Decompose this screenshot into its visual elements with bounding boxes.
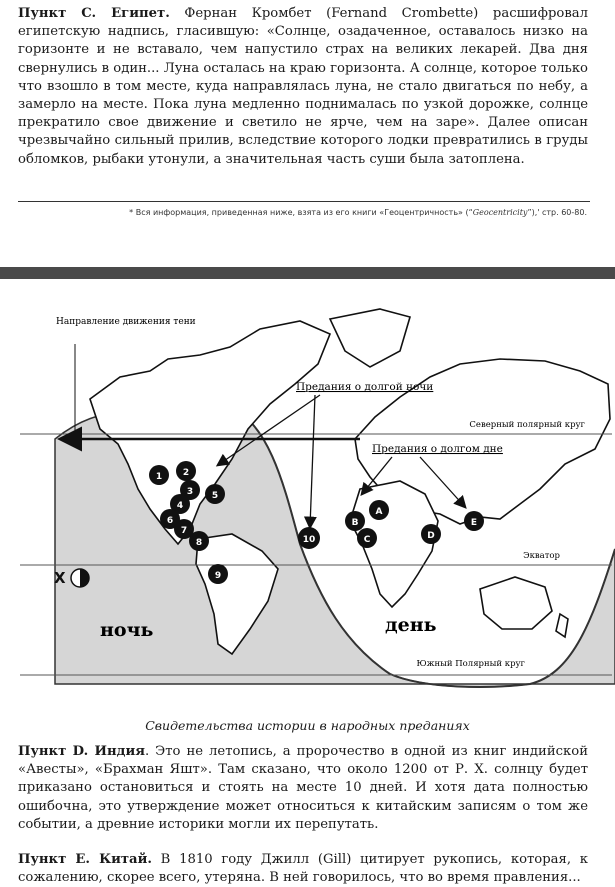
footnote-text: * Вся информация, приведенная ниже, взята из его книги «Геоцентричность» (“ bbox=[129, 208, 473, 217]
paragraph-point-c bbox=[18, 5, 588, 169]
svg-text:2: 2 bbox=[182, 468, 190, 478]
long-day-label: Предания о долгом дне bbox=[372, 443, 503, 455]
marker-c bbox=[357, 528, 377, 548]
marker-8 bbox=[189, 531, 209, 551]
night-label: ночь bbox=[100, 619, 154, 641]
svg-text:4: 4 bbox=[176, 501, 184, 511]
marker-10 bbox=[298, 527, 320, 549]
greenland bbox=[330, 309, 410, 367]
heading-point-e: Пункт E. Китай. bbox=[18, 852, 152, 867]
text-point-d: . Это не летопись, а пророчество в одной из книг индийской «Авесты», «Брахман Яшт». Там сказано, что около 1200 от Р. Х. солнцу будет приказано остановиться и стоять на месте 10 дней. И хотя дата полностью ошибочна, это утверждение может относиться к китайским записям о том же событии, а древние историки могли их перепутать. bbox=[18, 744, 588, 832]
marker-5 bbox=[205, 484, 225, 504]
world-map-figure bbox=[0, 289, 615, 711]
footnote-tail: ”),' стр. 60-80. bbox=[527, 208, 587, 217]
text-point-c: Фернан Кромбет (Fernand Crombette) расшифровал египетскую надпись, гласившую: «Солнце, озадаченное, оставалось низко на горизонте и не вставало, чем напустило страх на великих лекарей. Два дня свернулись в один... Луна осталась на краю горизонта. А солнце, которое только что взошло в том месте, куда направлялась луна, не стало двигаться по небу, а замерло на месте. Пока луна медленно поднималась по узкой дорожке, солнце прекратило свое движение и светило не ярче, чем на заре». Далее описан чрезвычайно сильный прилив, вследствие которого лодки превратились в груды обломков, рыбаки утонули, а значительная часть суши была затоплена. bbox=[18, 6, 589, 167]
antarctic-circle-label: Южный Полярный круг bbox=[416, 659, 525, 669]
svg-text:1: 1 bbox=[155, 472, 163, 482]
svg-text:3: 3 bbox=[186, 487, 194, 497]
svg-text:5: 5 bbox=[211, 491, 219, 501]
footnote bbox=[129, 208, 587, 217]
svg-text:C: C bbox=[363, 535, 371, 545]
svg-text:9: 9 bbox=[214, 571, 222, 581]
marker-2 bbox=[176, 461, 196, 481]
new-zealand bbox=[556, 614, 568, 637]
shadow-direction-label: Направление движения тени bbox=[56, 317, 196, 327]
world-map-svg bbox=[0, 289, 615, 711]
svg-text:E: E bbox=[470, 518, 478, 528]
svg-text:8: 8 bbox=[195, 538, 203, 548]
footnote-book: Geocentricity bbox=[472, 208, 528, 217]
long-night-label: Предания о долгой ночи bbox=[296, 381, 434, 393]
australia bbox=[480, 577, 552, 629]
divider bbox=[18, 201, 590, 202]
svg-text:X: X bbox=[54, 569, 66, 587]
text-point-e: В 1810 году Джилл (Gill) цитирует рукопись, которая, к сожалению, скорее всего, утеряна. В ней говорилось, что во время правления... bbox=[18, 852, 589, 886]
marker-9 bbox=[208, 564, 228, 584]
svg-text:A: A bbox=[375, 507, 383, 517]
marker-e bbox=[464, 511, 484, 531]
marker-1 bbox=[149, 465, 169, 485]
svg-text:10: 10 bbox=[302, 535, 316, 545]
heading-point-d: Пункт D. Индия bbox=[18, 744, 145, 759]
marker-d bbox=[421, 524, 441, 544]
paragraph-point-e bbox=[18, 851, 588, 887]
svg-text:B: B bbox=[351, 518, 359, 528]
paragraph-point-d bbox=[18, 743, 588, 834]
day-label: день bbox=[385, 614, 437, 636]
svg-text:6: 6 bbox=[166, 516, 174, 526]
figure-caption: Свидетельства истории в народных преданиях bbox=[145, 718, 470, 733]
marker-a bbox=[369, 500, 389, 520]
svg-text:D: D bbox=[427, 531, 435, 541]
section-bar bbox=[0, 267, 615, 279]
svg-text:7: 7 bbox=[180, 526, 188, 536]
equator-label: Экватор bbox=[523, 551, 560, 561]
arctic-circle-label: Северный полярный круг bbox=[469, 420, 585, 430]
heading-point-c: Пункт C. Египет. bbox=[18, 6, 170, 21]
marker-b bbox=[345, 511, 365, 531]
